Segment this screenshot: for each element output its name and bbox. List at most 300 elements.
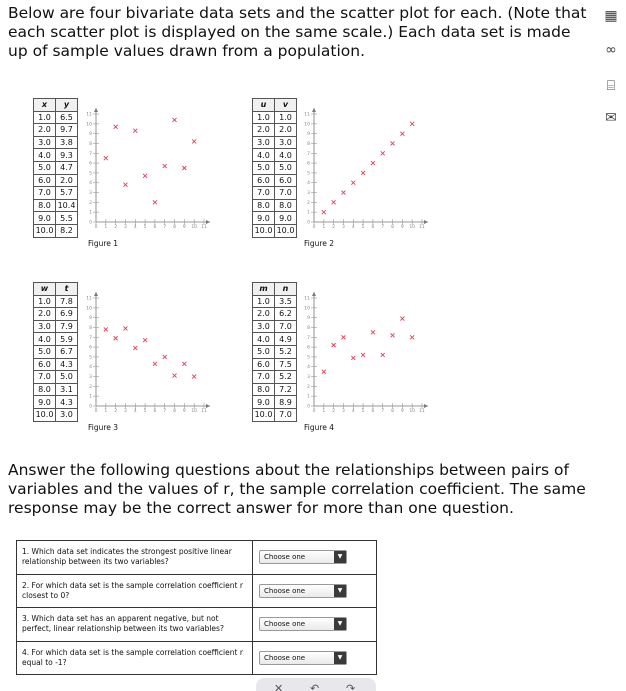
table-cell: 1.0 [34,295,56,308]
table-row [34,308,78,321]
table-cell: 7.0 [253,371,275,384]
table-cell: 4.0 [275,149,297,162]
x-tick-label: 3 [342,225,345,230]
y-tick-label: 3 [307,375,310,381]
y-tick-label: 8 [89,141,92,147]
x-tick-label: 8 [173,409,176,414]
x-axis-arrow [206,404,210,408]
table-cell: 9.0 [34,396,56,409]
x-tick-label: 1 [322,409,326,414]
table-row [34,396,78,409]
x-tick-label: 11 [201,225,207,230]
column-header: w [34,283,56,296]
x-tick-label: 4 [351,409,355,414]
table-cell: 9.3 [56,149,78,162]
y-tick-label: 9 [307,316,310,322]
table-cell: 4.9 [275,333,297,346]
x-tick-label: 11 [419,225,425,230]
table-row [253,149,297,162]
y-tick-label: 8 [307,325,310,331]
y-axis-arrow [94,292,98,296]
x-tick-label: 5 [361,409,365,414]
table-cell: 4.3 [56,396,78,409]
x-tick-label: 11 [419,409,425,414]
dataset-4 [252,282,297,422]
x-tick-label: 8 [391,409,394,414]
y-tick-label: 7 [89,335,92,341]
data-point [381,151,385,155]
data-point [351,356,355,360]
question-row [17,641,377,675]
x-tick-label: 2 [114,225,118,230]
table-cell: 3.0 [253,136,275,149]
table-cell: 5.9 [56,333,78,346]
data-point [143,174,147,178]
y-tick-label: 10 [304,306,310,312]
calculator-icon[interactable]: ▦ [604,8,618,24]
table-row [253,333,297,346]
data-point [163,355,167,359]
y-tick-label: 8 [307,141,310,147]
x-tick-label: 5 [143,409,147,414]
data-point [341,335,345,339]
dataset-2 [252,98,297,238]
y-tick-label: 3 [89,375,92,381]
table-row [34,149,78,162]
table-row [253,174,297,187]
table-row [253,161,297,174]
data-point [173,374,177,378]
scatter-plot-1 [84,107,214,237]
scatter-plot-4 [302,291,432,421]
data-point [391,333,395,337]
y-tick-label: 0 [89,404,92,410]
table-cell: 5.0 [34,345,56,358]
y-tick-label: 5 [89,355,92,361]
y-tick-label: 3 [89,191,92,197]
x-tick-label: 9 [182,409,186,414]
table-row [253,396,297,409]
table-cell: 4.0 [34,149,56,162]
table-cell: 2.0 [34,308,56,321]
y-tick-label: 10 [86,306,92,312]
y-tick-label: 6 [89,161,92,167]
table-cell: 2.0 [56,174,78,187]
table-cell: 2.0 [253,308,275,321]
table-row [34,295,78,308]
data-table-3 [33,282,78,422]
table-cell: 5.0 [34,161,56,174]
table-cell: 6.2 [275,308,297,321]
dropdown-arrow-icon: ▼ [334,551,346,563]
question-row [17,608,377,642]
data-point [322,370,326,374]
table-cell: 6.0 [34,358,56,371]
x-tick-label: 2 [332,409,336,414]
data-point [163,164,167,168]
x-tick-label: 4 [351,225,355,230]
table-row [34,187,78,200]
table-cell: 10.4 [56,199,78,212]
table-row [253,187,297,200]
x-tick-label: 6 [371,225,375,230]
question-text: 2. For which data set is the sample correlation coefficient r closest to 0? [17,574,253,608]
y-tick-label: 9 [89,132,92,138]
y-tick-label: 6 [307,345,310,351]
table-cell: 3.5 [275,295,297,308]
y-tick-label: 1 [89,394,92,400]
data-point [361,171,365,175]
data-point [400,132,404,136]
y-tick-label: 5 [89,171,92,177]
data-point [114,125,118,129]
x-tick-label: 1 [322,225,326,230]
x-tick-label: 1 [104,409,108,414]
table-cell: 4.7 [56,161,78,174]
table-cell: 9.0 [275,212,297,225]
table-row [253,345,297,358]
y-tick-label: 1 [89,210,92,216]
x-tick-label: 2 [332,225,336,230]
table-cell: 2.0 [34,124,56,137]
data-point [371,161,375,165]
data-point [391,141,395,145]
table-row [34,320,78,333]
table-cell: 3.0 [253,320,275,333]
figure-label-2: Figure 2 [304,239,335,248]
scatter-plot-3 [84,291,214,421]
y-axis-arrow [312,108,316,112]
x-tick-label: 5 [143,225,147,230]
table-row [34,199,78,212]
data-point [123,326,127,330]
x-tick-label: 0 [312,225,316,230]
y-tick-label: 0 [89,220,92,226]
data-point [410,122,414,126]
data-point [192,139,196,143]
x-tick-label: 6 [371,409,375,414]
questions-table [16,540,377,675]
y-tick-label: 2 [307,200,310,206]
y-tick-label: 2 [89,200,92,206]
y-axis-arrow [94,108,98,112]
x-tick-label: 4 [133,409,137,414]
column-header: m [253,283,275,296]
figure-label-4: Figure 4 [304,423,335,432]
x-tick-label: 2 [114,409,118,414]
y-tick-label: 8 [89,325,92,331]
instructions-text: Answer the following questions about the relationships between pairs of variables and the values of r, the sample correlation coefficient. The same response may be the correct answer for more than one question. [8,461,586,517]
table-row [34,383,78,396]
data-point [381,353,385,357]
table-cell: 3.0 [34,136,56,149]
table-row [253,371,297,384]
table-cell: 10.0 [275,224,297,237]
answer-select-1[interactable] [259,550,347,564]
bottom-toolbar [256,678,376,691]
data-point [104,327,108,331]
dropdown-arrow-icon: ▼ [334,652,346,664]
table-cell: 2.0 [275,124,297,137]
table-cell: 6.0 [253,358,275,371]
x-tick-label: 0 [94,225,98,230]
question-text: 4. For which data set is the sample correlation coefficient r equal to -1? [17,641,253,675]
select-value: Choose one [264,553,306,562]
answer-select-3[interactable] [259,617,347,631]
x-tick-label: 4 [133,225,137,230]
scatter-plot-2 [302,107,432,237]
table-row [34,371,78,384]
table-row [34,345,78,358]
table-cell: 5.0 [253,345,275,358]
y-tick-label: 9 [89,316,92,322]
table-cell: 10.0 [253,408,275,421]
table-row [253,295,297,308]
column-header: y [56,99,78,112]
data-point [153,362,157,366]
table-cell: 8.2 [56,224,78,237]
y-tick-label: 11 [86,112,92,118]
table-row [34,124,78,137]
y-tick-label: 3 [307,191,310,197]
x-tick-label: 6 [153,225,157,230]
table-cell: 3.1 [56,383,78,396]
data-point [332,343,336,347]
y-tick-label: 2 [307,384,310,390]
link-icon[interactable]: ∞ [605,42,617,58]
table-cell: 9.0 [253,212,275,225]
data-point [332,200,336,204]
y-tick-label: 1 [307,394,310,400]
x-tick-label: 0 [312,409,316,414]
clear-icon[interactable]: ✕ [274,682,284,691]
table-cell: 5.5 [56,212,78,225]
y-tick-label: 4 [89,181,92,187]
table-cell: 4.0 [34,333,56,346]
table-cell: 7.8 [56,295,78,308]
table-row [34,358,78,371]
table-row [253,358,297,371]
x-tick-label: 10 [409,409,416,414]
table-cell: 7.9 [56,320,78,333]
y-tick-label: 5 [307,355,310,361]
x-axis-arrow [424,404,428,408]
table-cell: 3.0 [34,320,56,333]
table-cell: 1.0 [275,111,297,124]
x-tick-label: 9 [400,409,404,414]
x-tick-label: 7 [163,225,167,230]
figure-label-3: Figure 3 [88,423,119,432]
table-cell: 6.0 [253,174,275,187]
y-tick-label: 1 [307,210,310,216]
y-tick-label: 4 [307,181,310,187]
table-cell: 4.0 [253,333,275,346]
data-point [182,362,186,366]
x-tick-label: 3 [124,225,127,230]
y-tick-label: 6 [89,345,92,351]
dataset-1 [33,98,78,238]
x-tick-label: 7 [381,409,385,414]
y-tick-label: 0 [307,220,310,226]
mail-icon[interactable]: ✉ [605,110,617,126]
data-point [114,336,118,340]
table-cell: 6.0 [275,174,297,187]
data-table-2 [252,98,297,238]
y-tick-label: 7 [89,151,92,157]
table-cell: 7.2 [275,383,297,396]
data-point [322,210,326,214]
column-header: u [253,99,275,112]
x-axis-arrow [206,220,210,224]
data-point [351,181,355,185]
x-tick-label: 8 [173,225,176,230]
dropdown-arrow-icon: ▼ [334,585,346,597]
data-point [361,353,365,357]
x-tick-label: 0 [94,409,98,414]
table-cell: 5.0 [253,161,275,174]
table-cell: 8.0 [34,199,56,212]
table-row [253,320,297,333]
table-row [253,224,297,237]
column-header: v [275,99,297,112]
y-tick-label: 7 [307,151,310,157]
table-cell: 4.0 [253,149,275,162]
table-row [253,124,297,137]
table-cell: 6.9 [56,308,78,321]
answer-select-4[interactable] [259,651,347,665]
y-tick-label: 4 [307,365,310,371]
dataset-3 [33,282,78,422]
table-cell: 8.0 [253,383,275,396]
y-tick-label: 10 [304,122,310,128]
y-tick-label: 5 [307,171,310,177]
table-row [34,408,78,421]
table-row [34,161,78,174]
table-row [253,408,297,421]
undo-icon[interactable]: ↶ [310,682,320,691]
chart-icon[interactable]: ⌸ [606,78,616,94]
table-cell: 4.3 [56,358,78,371]
y-tick-label: 7 [307,335,310,341]
table-cell: 1.0 [253,295,275,308]
table-cell: 6.0 [34,174,56,187]
y-tick-label: 6 [307,161,310,167]
figure-label-1: Figure 1 [88,239,119,248]
table-cell: 9.0 [34,212,56,225]
column-header: x [34,99,56,112]
intro-text: Below are four bivariate data sets and the scatter plot for each. (Note that each scatter plot is displayed on the same scale.) Each data set is made up of sample values drawn from a population. [8,4,587,60]
table-row [253,136,297,149]
data-point [123,183,127,187]
table-cell: 3.8 [56,136,78,149]
table-cell: 5.2 [275,371,297,384]
table-cell: 7.0 [34,371,56,384]
table-cell: 6.5 [56,111,78,124]
y-axis-arrow [312,292,316,296]
table-cell: 1.0 [253,111,275,124]
table-row [253,199,297,212]
table-cell: 5.0 [56,371,78,384]
table-cell: 10.0 [253,224,275,237]
table-cell: 7.0 [275,320,297,333]
data-point [182,166,186,170]
data-table-4 [252,282,297,422]
data-point [341,191,345,195]
table-cell: 5.7 [56,187,78,200]
y-tick-label: 11 [304,112,310,118]
table-row [34,224,78,237]
y-tick-label: 9 [307,132,310,138]
x-tick-label: 7 [163,409,167,414]
x-tick-label: 9 [182,225,186,230]
table-row [34,212,78,225]
table-row [253,308,297,321]
question-text: 1. Which data set indicates the strongest positive linear relationship between its two variables? [17,541,253,575]
x-axis-arrow [424,220,428,224]
question-text: 3. Which data set has an apparent negative, but not perfect, linear relationship between its two variables? [17,608,253,642]
column-header: t [56,283,78,296]
table-cell: 7.0 [34,187,56,200]
y-tick-label: 2 [89,384,92,390]
select-value: Choose one [264,586,306,595]
x-tick-label: 1 [104,225,108,230]
table-cell: 10.0 [34,408,56,421]
table-row [253,383,297,396]
table-cell: 1.0 [34,111,56,124]
dropdown-arrow-icon: ▼ [334,618,346,630]
table-row [253,212,297,225]
table-cell: 3.0 [275,136,297,149]
table-cell: 9.0 [253,396,275,409]
data-point [143,338,147,342]
x-tick-label: 7 [381,225,385,230]
table-cell: 5.0 [275,161,297,174]
data-point [133,346,137,350]
table-cell: 2.0 [253,124,275,137]
table-cell: 8.0 [275,199,297,212]
table-cell: 7.0 [253,187,275,200]
table-row [34,174,78,187]
x-tick-label: 6 [153,409,157,414]
data-point [371,330,375,334]
data-point [400,317,404,321]
redo-icon[interactable]: ↷ [346,682,356,691]
answer-select-2[interactable] [259,584,347,598]
table-cell: 5.2 [275,345,297,358]
question-row [17,541,377,575]
table-cell: 6.7 [56,345,78,358]
data-point [173,118,177,122]
select-value: Choose one [264,653,306,662]
x-tick-label: 8 [391,225,394,230]
y-tick-label: 10 [86,122,92,128]
y-tick-label: 0 [307,404,310,410]
select-value: Choose one [264,620,306,629]
data-point [153,200,157,204]
x-tick-label: 3 [342,409,345,414]
y-tick-label: 11 [304,296,310,302]
x-tick-label: 10 [409,225,416,230]
table-row [253,111,297,124]
table-cell: 8.9 [275,396,297,409]
table-cell: 7.0 [275,187,297,200]
x-tick-label: 3 [124,409,127,414]
x-tick-label: 10 [191,409,198,414]
table-row [34,333,78,346]
x-tick-label: 5 [361,225,365,230]
data-table-1 [33,98,78,238]
data-point [410,335,414,339]
